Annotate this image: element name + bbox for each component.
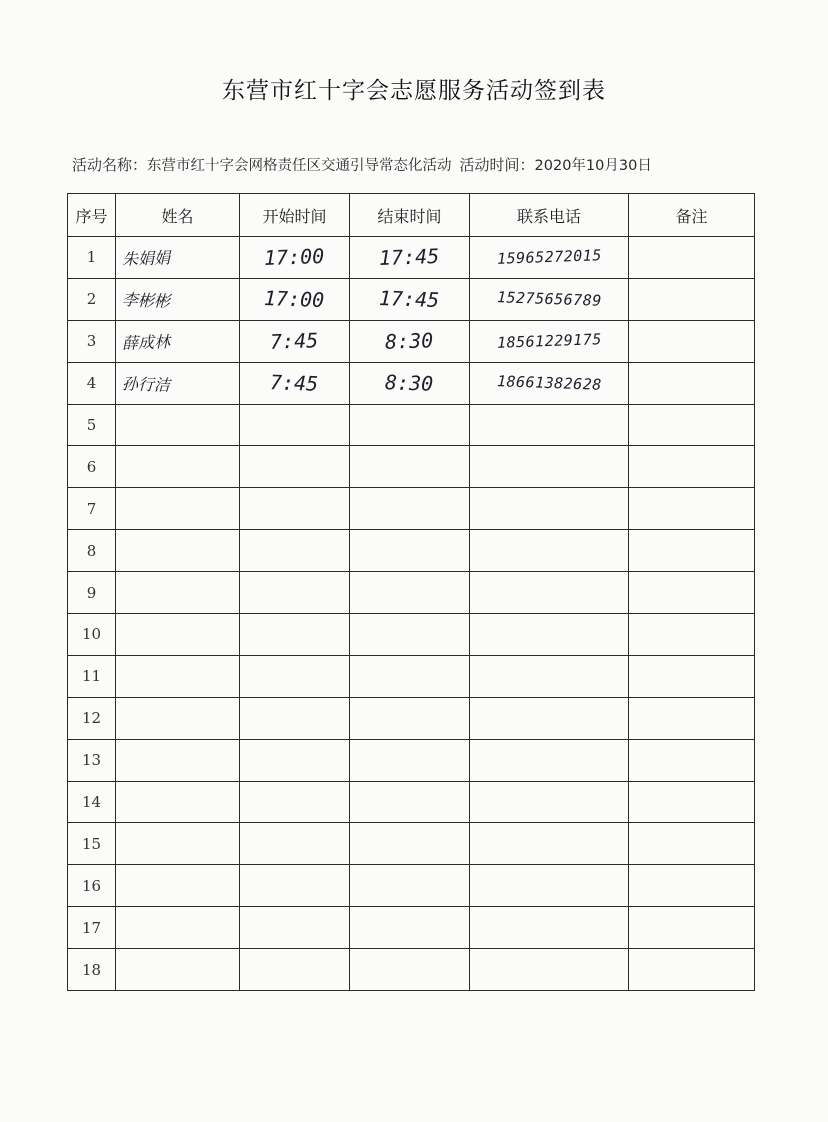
note-cell <box>629 404 755 446</box>
note-cell <box>629 907 755 949</box>
phone-number <box>470 697 629 739</box>
note-cell <box>629 278 755 320</box>
end-time <box>350 572 470 614</box>
header-name: 姓名 <box>116 194 240 237</box>
note-cell <box>629 655 755 697</box>
start-time <box>240 237 350 279</box>
phone-number <box>470 907 629 949</box>
phone-number <box>470 823 629 865</box>
end-time <box>350 739 470 781</box>
activity-name-label: 活动名称： <box>72 156 148 174</box>
end-time <box>350 614 470 656</box>
header-phone: 联系电话 <box>470 194 629 237</box>
phone-number <box>470 614 629 656</box>
end-time-text: 8:30 <box>385 370 434 396</box>
table-header-row <box>68 194 755 237</box>
signature-name-text: 朱娟娟 <box>121 248 171 269</box>
phone-number <box>470 237 629 279</box>
start-time-text: 7:45 <box>270 328 319 355</box>
signature-name-text: 薛成林 <box>121 331 171 353</box>
start-time <box>240 404 350 446</box>
end-time <box>350 320 470 362</box>
note-cell <box>629 865 755 907</box>
signature-name <box>116 488 240 530</box>
activity-name-value: 东营市红十字会网格责任区交通引导常态化活动 <box>147 158 452 174</box>
row-index: 7 <box>68 488 116 530</box>
phone-number <box>470 320 629 362</box>
phone-number-text: 18561229175 <box>496 330 602 353</box>
start-time-text: 7:45 <box>270 370 319 396</box>
signature-name <box>116 530 240 572</box>
end-time <box>350 949 470 991</box>
signature-name <box>116 949 240 991</box>
phone-number <box>470 572 629 614</box>
phone-number <box>470 362 629 404</box>
end-time <box>350 530 470 572</box>
signature-name <box>116 362 240 404</box>
row-index: 11 <box>68 655 116 697</box>
signature-name <box>116 404 240 446</box>
end-time <box>350 865 470 907</box>
note-cell <box>629 697 755 739</box>
row-index: 1 <box>68 237 116 279</box>
table-row <box>68 362 755 404</box>
table-row <box>68 655 755 697</box>
header-start-time: 开始时间 <box>240 194 350 237</box>
signature-name <box>116 446 240 488</box>
row-index: 12 <box>68 697 116 739</box>
activity-time-value: 2020年10月30日 <box>534 158 652 174</box>
row-index: 3 <box>68 320 116 362</box>
end-time <box>350 488 470 530</box>
note-cell <box>629 614 755 656</box>
signature-name <box>116 781 240 823</box>
end-time <box>350 697 470 739</box>
note-cell <box>629 362 755 404</box>
start-time <box>240 572 350 614</box>
row-index: 4 <box>68 362 116 404</box>
table-row <box>68 572 755 614</box>
start-time <box>240 530 350 572</box>
row-index: 5 <box>68 404 116 446</box>
end-time-text: 8:30 <box>385 328 434 355</box>
start-time <box>240 614 350 656</box>
start-time <box>240 865 350 907</box>
note-cell <box>629 823 755 865</box>
phone-number <box>470 781 629 823</box>
table-row <box>68 949 755 991</box>
start-time-text: 17:00 <box>263 286 326 313</box>
note-cell <box>629 572 755 614</box>
note-cell <box>629 949 755 991</box>
start-time <box>240 823 350 865</box>
end-time <box>350 907 470 949</box>
note-cell <box>629 781 755 823</box>
table-row <box>68 781 755 823</box>
table-row <box>68 320 755 362</box>
phone-number <box>470 488 629 530</box>
phone-number <box>470 404 629 446</box>
row-index: 2 <box>68 278 116 320</box>
header-end-time: 结束时间 <box>350 194 470 237</box>
table-row <box>68 739 755 781</box>
table-row <box>68 697 755 739</box>
table-row <box>68 237 755 279</box>
table-row <box>68 488 755 530</box>
start-time <box>240 697 350 739</box>
start-time <box>240 320 350 362</box>
row-index: 17 <box>68 907 116 949</box>
table-row <box>68 404 755 446</box>
start-time <box>240 739 350 781</box>
signature-name <box>116 572 240 614</box>
header-index: 序号 <box>68 194 116 237</box>
signature-name-text: 李彬彬 <box>121 289 171 311</box>
signature-name <box>116 865 240 907</box>
end-time <box>350 278 470 320</box>
phone-number <box>470 278 629 320</box>
row-index: 8 <box>68 530 116 572</box>
table-row <box>68 907 755 949</box>
row-index: 14 <box>68 781 116 823</box>
signature-name <box>116 697 240 739</box>
phone-number <box>470 739 629 781</box>
row-index: 15 <box>68 823 116 865</box>
signature-name <box>116 823 240 865</box>
end-time <box>350 655 470 697</box>
start-time <box>240 949 350 991</box>
signature-name-text: 孙行洁 <box>121 373 171 395</box>
start-time <box>240 907 350 949</box>
signature-name <box>116 655 240 697</box>
signature-name <box>116 614 240 656</box>
note-cell <box>629 446 755 488</box>
end-time-text: 17:45 <box>378 286 441 313</box>
start-time <box>240 446 350 488</box>
signature-name <box>116 320 240 362</box>
phone-number <box>470 446 629 488</box>
note-cell <box>629 320 755 362</box>
signin-table <box>67 193 755 991</box>
note-cell <box>629 488 755 530</box>
phone-number-text: 15275656789 <box>496 288 602 311</box>
end-time <box>350 237 470 279</box>
signature-name <box>116 907 240 949</box>
activity-time-label: 活动时间： <box>459 156 535 174</box>
row-index: 9 <box>68 572 116 614</box>
table-row <box>68 446 755 488</box>
table-row <box>68 278 755 320</box>
end-time <box>350 446 470 488</box>
row-index: 18 <box>68 949 116 991</box>
start-time <box>240 362 350 404</box>
table-row <box>68 823 755 865</box>
start-time <box>240 781 350 823</box>
phone-number <box>470 655 629 697</box>
start-time <box>240 488 350 530</box>
end-time <box>350 781 470 823</box>
note-cell <box>629 739 755 781</box>
note-cell <box>629 530 755 572</box>
table-row <box>68 865 755 907</box>
phone-number <box>470 949 629 991</box>
row-index: 13 <box>68 739 116 781</box>
signature-name <box>116 739 240 781</box>
table-row <box>68 614 755 656</box>
note-cell <box>629 237 755 279</box>
start-time-text: 17:00 <box>263 244 326 271</box>
document-title: 东营市红十字会志愿服务活动签到表 <box>222 78 606 104</box>
activity-info <box>72 154 762 175</box>
signature-name <box>116 278 240 320</box>
header-note: 备注 <box>629 194 755 237</box>
end-time-text: 17:45 <box>378 244 441 271</box>
start-time <box>240 278 350 320</box>
signature-name <box>116 237 240 279</box>
phone-number-text: 15965272015 <box>496 246 602 269</box>
row-index: 10 <box>68 614 116 656</box>
phone-number <box>470 865 629 907</box>
start-time <box>240 655 350 697</box>
row-index: 16 <box>68 865 116 907</box>
end-time <box>350 404 470 446</box>
phone-number-text: 18661382628 <box>496 372 602 394</box>
phone-number <box>470 530 629 572</box>
table-row <box>68 530 755 572</box>
end-time <box>350 823 470 865</box>
end-time <box>350 362 470 404</box>
row-index: 6 <box>68 446 116 488</box>
